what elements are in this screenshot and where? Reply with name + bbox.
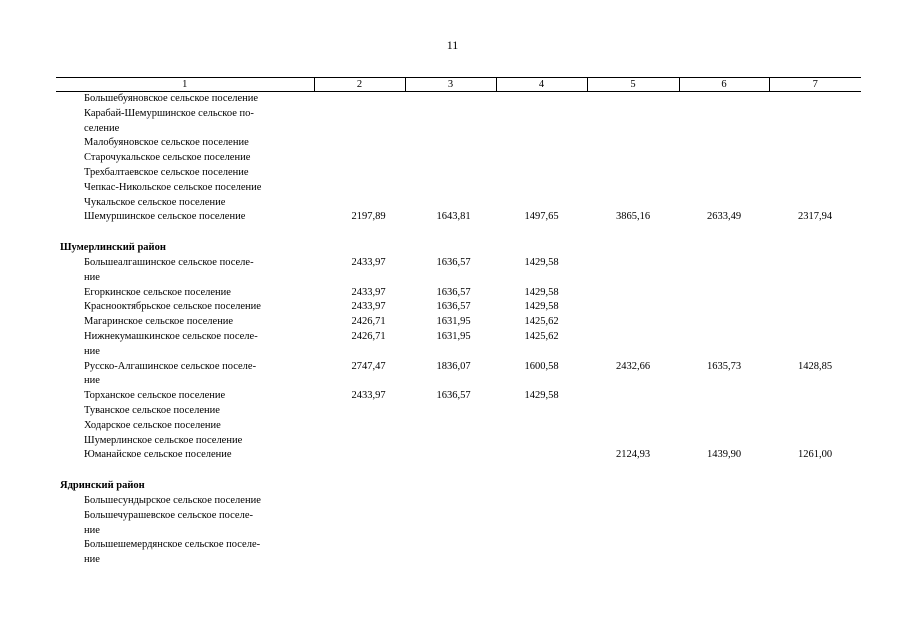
settlement-name: Трехбалтаевское сельское поселение	[84, 166, 249, 178]
value-cell	[679, 92, 769, 107]
table-row	[56, 434, 861, 449]
spacer-row	[56, 225, 861, 239]
value-cell	[679, 404, 769, 419]
value-cell: 2317,94	[797, 211, 833, 223]
settlement-name: Шумерлинское сельское поселение	[84, 434, 243, 446]
table-row	[56, 300, 861, 315]
value-cell	[769, 419, 861, 434]
value-cell	[587, 107, 679, 137]
value-cell	[496, 92, 587, 107]
value-cell	[314, 181, 405, 196]
spacer-row	[56, 463, 861, 477]
value-cell	[587, 181, 679, 196]
value-cell	[769, 92, 861, 107]
value-cell	[314, 434, 405, 449]
value-cell	[769, 256, 861, 286]
value-cell	[314, 494, 405, 509]
value-cell	[405, 494, 496, 509]
settlement-name: Нижнекумашкинское сельское поселе- ние	[84, 330, 258, 357]
table-row	[56, 286, 861, 301]
value-cell	[314, 419, 405, 434]
settlement-name: Торханское сельское поселение	[84, 390, 226, 402]
value-cell	[587, 419, 679, 434]
table-body	[56, 92, 861, 568]
column-header: 7	[769, 78, 861, 92]
value-cell	[587, 494, 679, 509]
value-cell	[679, 419, 769, 434]
value-cell	[496, 181, 587, 196]
value-cell	[405, 448, 496, 463]
value-cell	[769, 166, 861, 181]
value-cell	[314, 404, 405, 419]
settlement-name: Магаринское сельское поселение	[84, 316, 234, 328]
value-cell: 1600,58	[524, 360, 559, 372]
value-cell	[679, 389, 769, 404]
value-cell	[587, 330, 679, 360]
district-name: Шумерлинский район	[60, 242, 166, 254]
settlement-name: Русско-Алгашинское сельское поселе- ние	[84, 360, 257, 387]
value-cell: 1429,58	[524, 256, 559, 268]
column-number-header	[56, 78, 861, 92]
table-row	[56, 210, 861, 225]
value-cell	[496, 151, 587, 166]
table-row	[56, 315, 861, 330]
value-cell	[405, 151, 496, 166]
value-cell: 2433,97	[351, 301, 386, 313]
value-cell	[314, 166, 405, 181]
value-cell: 2433,97	[351, 286, 386, 298]
value-cell	[769, 151, 861, 166]
value-cell	[587, 166, 679, 181]
value-cell	[679, 286, 769, 301]
value-cell	[769, 389, 861, 404]
value-cell	[679, 315, 769, 330]
value-cell	[679, 166, 769, 181]
value-cell: 1425,62	[524, 330, 559, 342]
district-name: Ядринский район	[60, 480, 145, 492]
value-cell	[405, 136, 496, 151]
table-row	[56, 181, 861, 196]
value-cell	[314, 538, 405, 568]
value-cell: 1631,95	[436, 316, 471, 328]
value-cell	[769, 434, 861, 449]
table-row	[56, 151, 861, 166]
value-cell: 2426,71	[351, 330, 386, 342]
value-cell: 1429,58	[524, 301, 559, 313]
value-cell	[769, 107, 861, 137]
value-cell	[314, 509, 405, 539]
value-cell	[496, 509, 587, 539]
table-row	[56, 389, 861, 404]
value-cell	[314, 448, 405, 463]
value-cell	[496, 107, 587, 137]
value-cell	[679, 434, 769, 449]
value-cell	[587, 151, 679, 166]
value-cell	[587, 136, 679, 151]
value-cell	[587, 92, 679, 107]
value-cell	[769, 181, 861, 196]
district-row	[56, 477, 861, 494]
value-cell	[496, 136, 587, 151]
column-header: 6	[679, 78, 769, 92]
table-row	[56, 494, 861, 509]
value-cell: 2633,49	[706, 211, 742, 223]
value-cell	[769, 286, 861, 301]
table-row	[56, 92, 861, 107]
value-cell	[769, 509, 861, 539]
table-row	[56, 509, 861, 539]
value-cell	[405, 509, 496, 539]
value-cell: 1636,57	[436, 286, 471, 298]
column-header: 1	[56, 78, 314, 92]
value-cell	[769, 315, 861, 330]
settlement-name: Ходарское сельское поселение	[84, 419, 221, 431]
value-cell	[679, 136, 769, 151]
value-cell	[405, 419, 496, 434]
settlement-name: Большебуяновское сельское поселение	[84, 93, 259, 104]
table-row	[56, 107, 861, 137]
value-cell: 2433,97	[351, 256, 386, 268]
value-cell	[679, 151, 769, 166]
value-cell	[679, 538, 769, 568]
value-cell: 1439,90	[706, 449, 742, 461]
spacer-cell	[56, 225, 861, 239]
value-cell	[679, 300, 769, 315]
value-cell	[679, 509, 769, 539]
settlement-name: Шемуршинское сельское поселение	[84, 211, 246, 223]
value-cell	[587, 300, 679, 315]
table-row	[56, 404, 861, 419]
table-row	[56, 360, 861, 390]
value-cell	[769, 494, 861, 509]
settlement-name: Старочукальское сельское поселение	[84, 152, 251, 164]
value-cell: 1635,73	[706, 360, 742, 372]
value-cell	[587, 256, 679, 286]
value-cell	[405, 434, 496, 449]
table-row	[56, 196, 861, 211]
value-cell	[405, 181, 496, 196]
value-cell	[587, 286, 679, 301]
column-header: 5	[587, 78, 679, 92]
value-cell	[587, 404, 679, 419]
value-cell: 1643,81	[436, 211, 471, 223]
value-cell	[405, 404, 496, 419]
settlement-name: Краснооктябрьское сельское поселение	[84, 301, 261, 313]
value-cell	[679, 196, 769, 211]
settlement-name: Карабай-Шемуршинское сельское по- селение	[84, 107, 254, 134]
value-cell: 2426,71	[351, 316, 386, 328]
value-cell	[496, 419, 587, 434]
table-row	[56, 419, 861, 434]
settlement-name: Юманайское сельское поселение	[84, 449, 232, 461]
settlement-name: Большеалгашинское сельское поселе- ние	[84, 256, 254, 283]
table-row	[56, 256, 861, 286]
settlement-name: Большечурашевское сельское поселе- ние	[84, 509, 253, 536]
value-cell	[405, 107, 496, 137]
value-cell	[769, 330, 861, 360]
value-cell: 2433,97	[351, 390, 386, 402]
value-cell: 1261,00	[797, 449, 833, 461]
value-cell	[496, 166, 587, 181]
column-header: 3	[405, 78, 496, 92]
value-cell	[587, 538, 679, 568]
value-cell	[496, 494, 587, 509]
value-cell	[496, 404, 587, 419]
value-cell	[769, 136, 861, 151]
value-cell	[679, 181, 769, 196]
value-cell	[587, 315, 679, 330]
value-cell	[405, 166, 496, 181]
settlement-name: Чепкас-Никольское сельское поселение	[84, 181, 262, 193]
value-cell	[769, 300, 861, 315]
table-row	[56, 330, 861, 360]
settlement-name: Большешемердянское сельское поселе- ние	[84, 539, 261, 566]
value-cell	[587, 509, 679, 539]
column-header: 2	[314, 78, 405, 92]
value-cell: 1636,57	[436, 256, 471, 268]
settlement-name: Туванское сельское поселение	[84, 404, 220, 416]
column-header: 4	[496, 78, 587, 92]
value-cell: 1631,95	[436, 330, 471, 342]
value-cell	[405, 92, 496, 107]
settlement-name: Егоркинское сельское поселение	[84, 286, 231, 298]
table-row	[56, 166, 861, 181]
settlement-name: Чукальское сельское поселение	[84, 196, 226, 208]
value-cell	[679, 256, 769, 286]
value-cell: 1836,07	[436, 360, 471, 372]
district-row	[56, 239, 861, 256]
page-number: 11	[446, 38, 459, 52]
table-row	[56, 448, 861, 463]
table-row	[56, 538, 861, 568]
value-cell: 1497,65	[524, 211, 559, 223]
tariff-table	[56, 77, 861, 568]
settlement-name: Большесундырское сельское поселение	[84, 494, 261, 506]
value-cell	[587, 434, 679, 449]
value-cell: 1429,58	[524, 286, 559, 298]
value-cell: 1429,58	[524, 390, 559, 402]
settlement-name: Малобуяновское сельское поселение	[84, 137, 249, 149]
table-row	[56, 136, 861, 151]
value-cell	[679, 494, 769, 509]
value-cell	[314, 92, 405, 107]
value-cell	[769, 196, 861, 211]
value-cell: 1428,85	[797, 360, 833, 372]
value-cell	[496, 196, 587, 211]
value-cell: 2747,47	[351, 360, 386, 372]
value-cell	[496, 538, 587, 568]
value-cell: 2197,89	[351, 211, 386, 223]
spacer-cell	[56, 463, 861, 477]
value-cell	[314, 151, 405, 166]
value-cell: 2124,93	[615, 449, 651, 461]
value-cell	[769, 404, 861, 419]
value-cell	[405, 196, 496, 211]
value-cell	[587, 196, 679, 211]
value-cell: 3865,16	[615, 211, 651, 223]
value-cell	[587, 389, 679, 404]
value-cell	[405, 538, 496, 568]
value-cell	[769, 538, 861, 568]
value-cell: 1636,57	[436, 390, 471, 402]
value-cell: 1425,62	[524, 316, 559, 328]
value-cell	[314, 107, 405, 137]
value-cell: 2432,66	[615, 360, 651, 372]
value-cell	[496, 434, 587, 449]
value-cell	[314, 196, 405, 211]
value-cell	[314, 136, 405, 151]
value-cell	[679, 107, 769, 137]
value-cell	[679, 330, 769, 360]
value-cell: 1636,57	[436, 301, 471, 313]
value-cell	[496, 448, 587, 463]
